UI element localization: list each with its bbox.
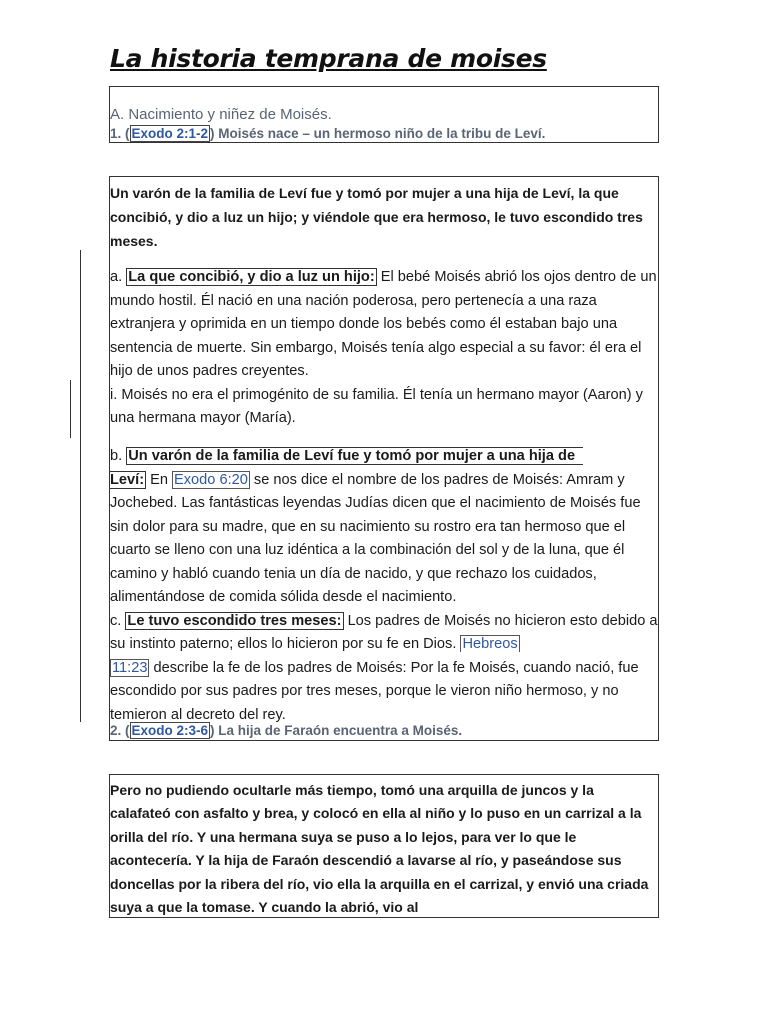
point-b-label-line2: Leví: — [110, 471, 145, 488]
item-2-heading — [110, 723, 462, 738]
page-title: La historia temprana de moises — [110, 44, 547, 73]
scripture-quote-1: Un varón de la familia de Leví fue y tomó por mujer a una hija de Leví, la que concibió, y dio a luz un hijo; y viéndole que era hermoso, le tuvo escondido tres meses. — [110, 185, 643, 249]
scripture-link-hebreos-line1[interactable]: Hebreos — [462, 636, 518, 652]
point-c-text-post: describe la fe de los padres de Moisés: Por la fe Moisés, cuando nació, fue escondido por sus padres por tres meses, porque le vieron niño hermoso, y no temieron al decreto del rey. — [110, 659, 639, 723]
change-bar — [80, 250, 81, 722]
point-c-letter: c. — [110, 612, 126, 629]
change-bar — [70, 380, 71, 438]
scripture-link-exodo-2-3[interactable]: Exodo 2:3-6 — [131, 723, 209, 738]
item-1-prefix: 1. ( — [110, 126, 130, 141]
scripture-link-hebreos-line2[interactable]: 11:23 — [112, 659, 148, 676]
point-c-text-pre: Los padres de Moisés no hicieron esto debido a su instinto paterno; ellos lo hicieron por su fe en Dios. — [110, 612, 658, 652]
point-b-c-paragraph — [110, 445, 658, 727]
point-a-letter: a. — [110, 269, 127, 285]
scripture-quote-2: Pero no pudiendo ocultarle más tiempo, tomó una arquilla de juncos y la calafateó con asfalto y brea, y colocó en ella al niño y lo puso en un carrizal a la orilla del río. Y una hermana suya se puso a lo lejos, para ver lo que le acontecería. Y la hija de Faraón descendió a lavarse al río, y paseándose sus doncellas por la ribera del río, vio ella la arquilla en el carrizal, y envió una criada suya a que la tomase. Y cuando la abrió, vio al — [110, 782, 649, 916]
point-b-label-line1: Un varón de la familia de Leví fue y tomó por mujer a una hija de — [126, 447, 583, 465]
scripture-link-exodo-2-1[interactable]: Exodo 2:1-2 — [131, 126, 209, 141]
point-a-label: La que concibió, y dio a luz un hijo: — [128, 269, 375, 285]
item-2-prefix: 2. ( — [110, 723, 130, 738]
scripture-link-exodo-6-20[interactable]: Exodo 6:20 — [174, 471, 248, 488]
point-a-paragraph — [110, 266, 658, 431]
item-1-suffix: ) Moisés nace – un hermoso niño de la tribu de Leví. — [210, 126, 546, 141]
item-1-heading — [110, 126, 545, 141]
point-b-letter: b. — [110, 448, 127, 464]
point-b-text-pre: En — [146, 471, 173, 488]
point-a-text: El bebé Moisés abrió los ojos dentro de un mundo hostil. Él nació en una nación poderosa, pero pertenecía a una raza extranjera y oprimida en un tiempo donde los bebés como él estaban bajo una sentencia de muerte. Sin embargo, Moisés tenía algo especial a su favor: él era el hijo de unos padres creyentes. — [110, 269, 657, 379]
point-a-sub-i: i. Moisés no era el primogénito de su familia. Él tenía un hermano mayor (Aaron) y una hermana mayor (María). — [110, 386, 643, 426]
item-2-suffix: ) La hija de Faraón encuentra a Moisés. — [210, 723, 463, 738]
section-a-heading: A. Nacimiento y niñez de Moisés. — [110, 106, 332, 123]
point-b-text-post: se nos dice el nombre de los padres de Moisés: Amram y Jochebed. Las fantásticas leyendas Judías dicen que el nacimiento de Moisés fue sin dolor para su madre, que en su nacimiento su rostro era tan hermoso que el cuarto se lleno con una luz idéntica a la combinación del sol y de la luna, que él camino y habló cuando tenia un día de nacido, y que rechazo los cuidados, alimentándose de comida sólida desde el nacimiento. — [110, 471, 641, 605]
point-c-label: Le tuvo escondido tres meses: — [127, 612, 342, 629]
